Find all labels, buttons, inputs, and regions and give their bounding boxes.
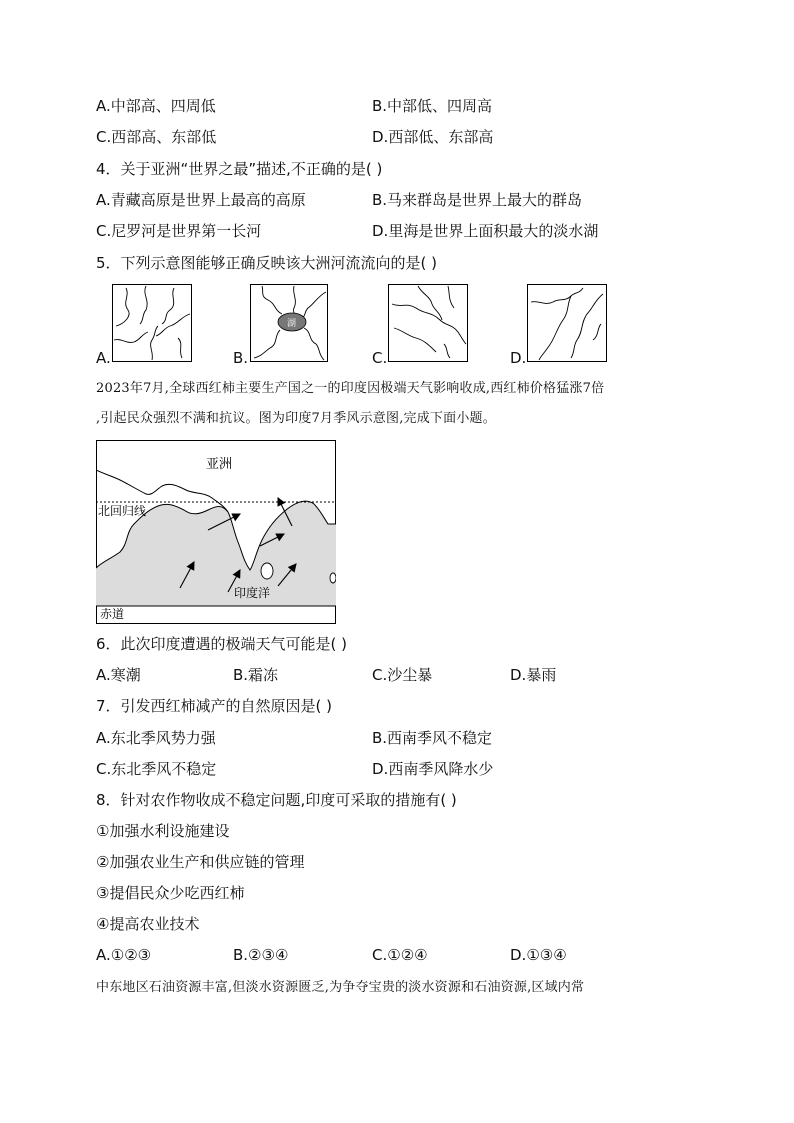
q4-option-a: A.青藏高原是世界上最高的高原 (96, 191, 306, 209)
q5-figure-b (250, 284, 328, 362)
q8-stem: 8．针对农作物收成不稳定问题,印度可采取的措施有( ) (96, 791, 457, 809)
q3-option-b: B.中部低、四周高 (372, 97, 493, 115)
q8-item-4: ④提高农业技术 (96, 915, 200, 933)
q3-option-d: D.西部低、东部高 (372, 128, 494, 146)
india-monsoon-map (96, 440, 336, 624)
q4-option-c: C.尼罗河是世界第一长河 (96, 222, 262, 240)
q8-option-b: B.②③④ (233, 946, 289, 964)
map-label-asia: 亚洲 (206, 457, 233, 472)
q5-figure-d (527, 284, 607, 362)
q5-option-b-label: B. (233, 349, 249, 367)
q8-item-3: ③提倡民众少吃西红柿 (96, 884, 245, 902)
q5-option-d-label: D. (510, 349, 527, 367)
q5-option-c-label: C. (372, 349, 388, 367)
q4-stem: 4．关于亚洲“世界之最”描述,不正确的是( ) (96, 160, 383, 178)
q7-option-c: C.东北季风不稳定 (96, 760, 217, 778)
q8-option-d: D.①③④ (510, 946, 567, 964)
q3-option-a: A.中部高、四周低 (96, 97, 216, 115)
passage2-line1: 中东地区石油资源丰富,但淡水资源匮乏,为争夺宝贵的淡水资源和石油资源,区域内常 (96, 980, 585, 995)
map-label-tropic: 北回归线 (98, 504, 147, 518)
passage1-line2: ,引起民众强烈不满和抗议。图为印度7月季风示意图,完成下面小题。 (96, 411, 496, 426)
passage1-line1: 2023年7月,全球西红柿主要生产国之一的印度因极端天气影响收成,西红柿价格猛涨7倍 (96, 381, 605, 396)
q5-option-a-label: A. (96, 349, 111, 367)
map-label-equator: 赤道 (100, 607, 125, 621)
q6-option-d: D.暴雨 (510, 666, 557, 684)
q8-item-2: ②加强农业生产和供应链的管理 (96, 853, 305, 871)
q8-option-c: C.①②④ (372, 946, 428, 964)
q3-option-c: C.西部高、东部低 (96, 128, 217, 146)
q6-stem: 6．此次印度遭遇的极端天气可能是( ) (96, 635, 348, 653)
q7-stem: 7．引发西红柿减产的自然原因是( ) (96, 697, 333, 715)
q8-item-1: ①加强水利设施建设 (96, 822, 230, 840)
map-label-ocean: 印度洋 (234, 586, 271, 600)
q5-figure-c (388, 284, 468, 362)
q7-option-d: D.西南季风降水少 (372, 760, 494, 778)
q7-option-b: B.西南季风不稳定 (372, 729, 493, 747)
q6-option-b: B.霜冻 (233, 666, 279, 684)
q5-stem: 5．下列示意图能够正确反映该大洲河流流向的是( ) (96, 254, 438, 272)
q7-option-a: A.东北季风势力强 (96, 729, 216, 747)
q5-lake-label: 湖 (287, 319, 297, 329)
q4-option-d: D.里海是世界上面积最大的淡水湖 (372, 222, 599, 240)
q8-option-a: A.①②③ (96, 946, 152, 964)
q5-figure-a (112, 284, 192, 362)
q6-option-a: A.寒潮 (96, 666, 141, 684)
q4-option-b: B.马来群岛是世界上最大的群岛 (372, 191, 583, 209)
q6-option-c: C.沙尘暴 (372, 666, 433, 684)
